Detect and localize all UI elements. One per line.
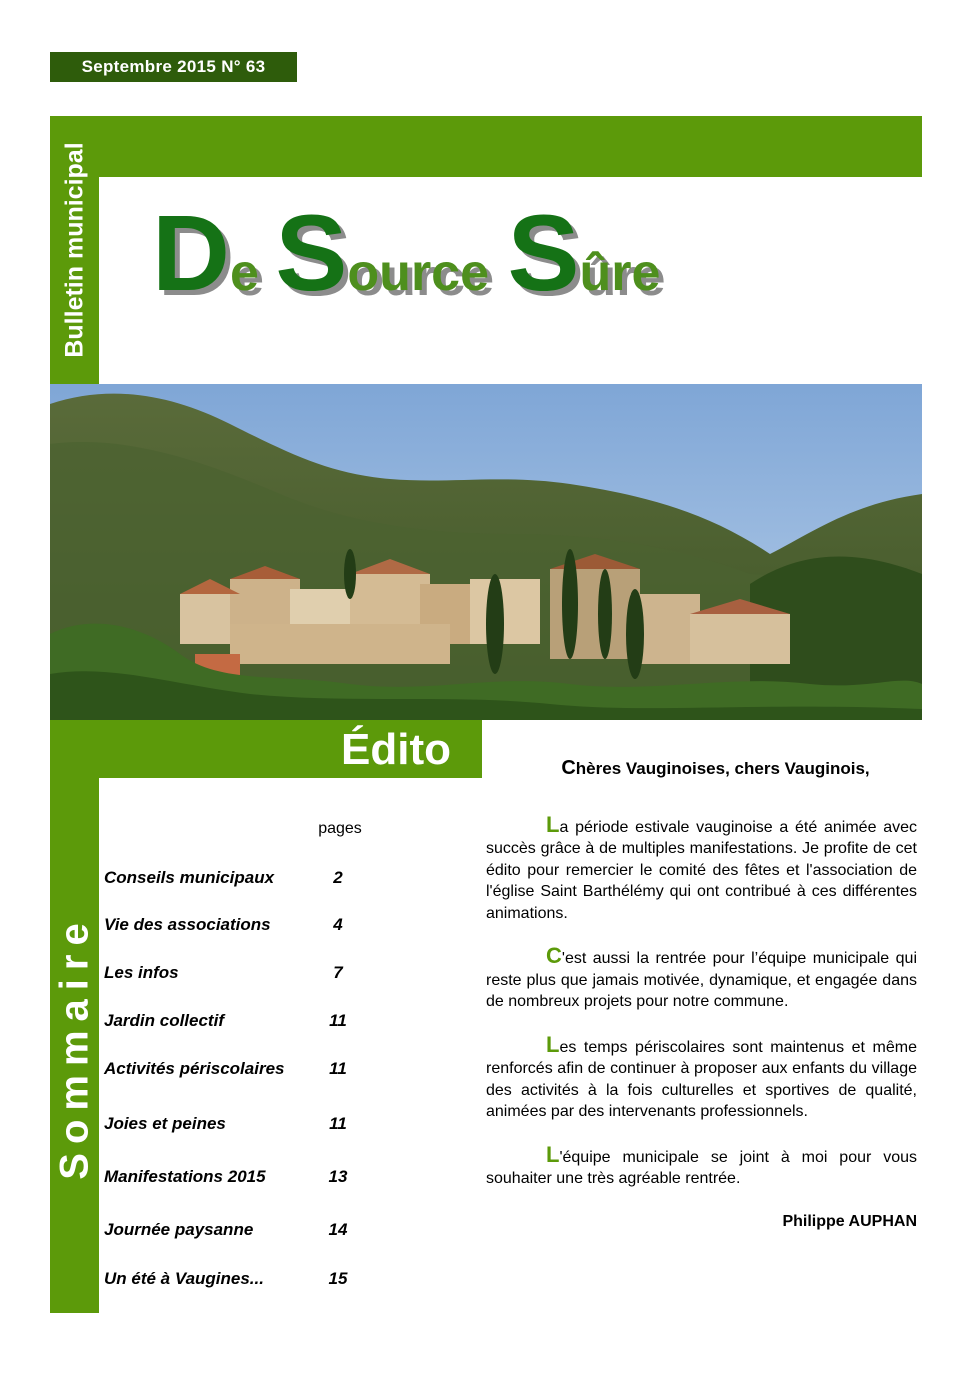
masthead-word: De: [152, 192, 259, 313]
toc-item[interactable]: Les infos 7: [104, 963, 343, 982]
edito-signature: Philippe AUPHAN: [782, 1212, 917, 1230]
edito-body: [486, 758, 917, 1232]
village-landscape-photo: [50, 384, 922, 720]
masthead-word: Source: [275, 192, 490, 313]
masthead-word: Sûre: [507, 192, 661, 313]
toc-item[interactable]: Vie des associations 4: [104, 915, 343, 934]
bulletin-label: Bulletin municipal: [60, 142, 88, 358]
toc-item[interactable]: Manifestations 2015 13: [104, 1167, 348, 1186]
toc-item[interactable]: Joies et peines 11: [104, 1114, 347, 1133]
toc-item[interactable]: Journée paysanne 14: [104, 1220, 348, 1239]
masthead-title: [152, 190, 872, 330]
edito-paragraph: La période estivale vauginoise a été animée avec succès grâce à de multiples manifestations. Je profite de cet édito pour remercier le comité des fêtes et l'association de l'église Saint Barthélémy qui ont contribué à ces différentes animations.: [486, 811, 917, 922]
toc-item[interactable]: Un été à Vaugines... 15: [104, 1269, 348, 1288]
toc-item[interactable]: Activités périscolaires 11: [104, 1059, 347, 1078]
issue-badge: Septembre 2015 N° 63: [50, 52, 297, 82]
edito-paragraph: C'est aussi la rentrée pour l’équipe municipale qui reste plus que jamais motivée, dynamique, et engagée dans de nombreux projets pour notre commune.: [486, 943, 917, 1010]
edito-paragraph: Les temps périscolaires sont maintenus et même renforcés afin de continuer à proposer aux enfants du village des activités à la fois culturelles et sportives de qualité, animées par des intervenants professionnels.: [486, 1031, 917, 1120]
edito-greeting: Chères Vauginoises, chers Vauginois,: [561, 757, 870, 779]
edito-title: Édito: [341, 725, 451, 774]
toc-pages-header: pages: [318, 820, 362, 837]
sommaire-label: Sommaire: [52, 913, 96, 1180]
toc-item[interactable]: Jardin collectif 11: [104, 1011, 347, 1030]
toc-item[interactable]: Conseils municipaux 2: [104, 868, 343, 887]
edito-paragraph: L'équipe municipale se joint à moi pour vous souhaiter une très agréable rentrée.: [486, 1141, 917, 1187]
header-banner: [50, 116, 922, 177]
